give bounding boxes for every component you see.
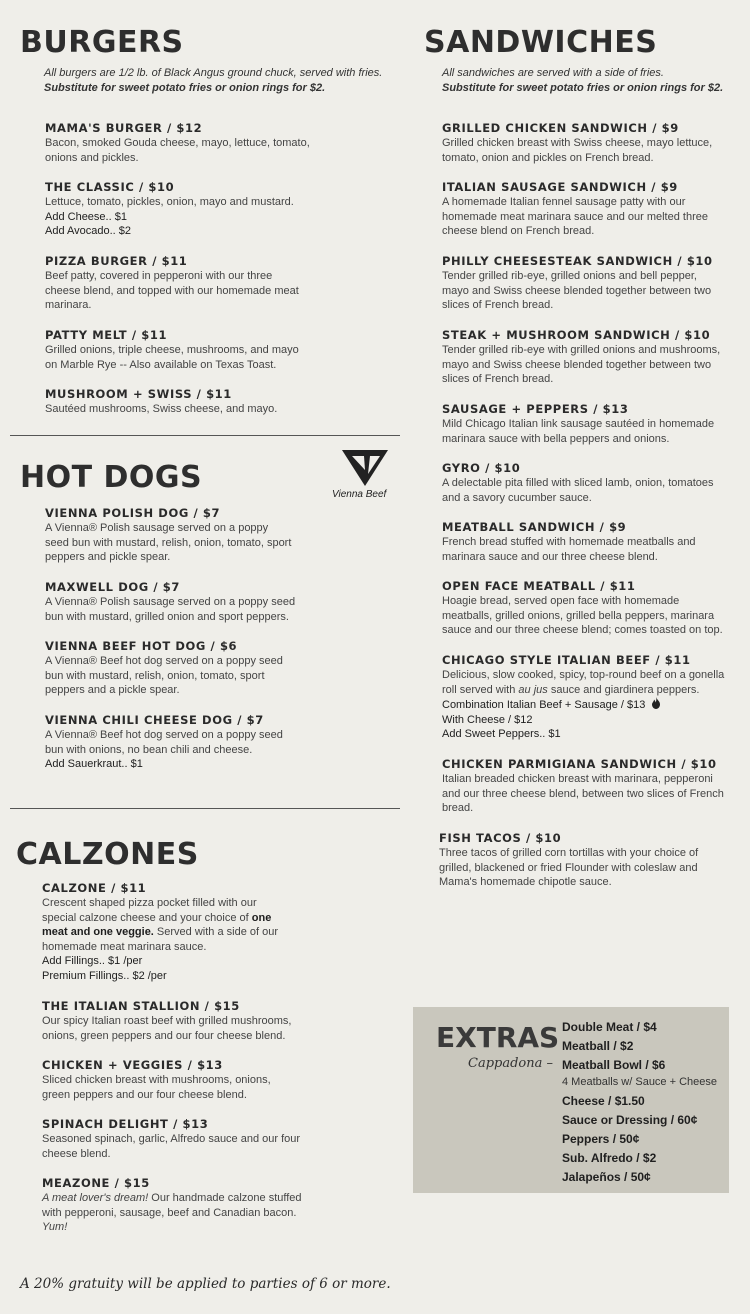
menu-item-chicken-veggies xyxy=(42,1057,332,1102)
menu-item-philly-cheesesteak xyxy=(442,253,732,313)
extras-list xyxy=(562,1018,717,1187)
item-desc-part: Delicious, slow cooked, spicy, top-round beef on a gonella roll served with xyxy=(442,669,725,696)
menu-item-vienna-chili-cheese-dog xyxy=(45,712,335,772)
item-title: PIZZA BURGER / $11 xyxy=(45,254,188,268)
burgers-subtitle-line1: All burgers are 1/2 lb. of Black Angus ground chuck, served with fries. xyxy=(44,67,383,79)
item-title: STEAK + MUSHROOM SANDWICH / $10 xyxy=(442,328,711,342)
vienna-beef-logo-icon xyxy=(330,448,400,488)
item-desc: Hoagie bread, served open face with homemade meatballs, grilled onions, grilled bella peppers, marinara sauce and our three cheese blend; comes toasted on top. xyxy=(442,595,723,637)
extras-item: Meatball / $2 xyxy=(562,1039,634,1053)
item-desc-part: sauce and giardinera peppers. xyxy=(547,683,700,696)
item-title: OPEN FACE MEATBALL / $11 xyxy=(442,579,636,593)
item-desc: Bacon, smoked Gouda cheese, mayo, lettuce, tomato, onions and pickles. xyxy=(45,137,310,164)
extras-item: Double Meat / $4 xyxy=(562,1020,657,1034)
section-divider xyxy=(10,435,400,436)
menu-item-maxwell-dog xyxy=(45,579,335,624)
menu-item-meazone xyxy=(42,1175,332,1235)
menu-item-calzone xyxy=(42,880,332,984)
menu-item-italian-sausage-sandwich xyxy=(442,179,732,239)
item-desc xyxy=(42,1191,322,1235)
item-desc-part: Served with a side of our homemade meat marinara sauce. xyxy=(42,926,278,953)
item-title: CHICAGO STYLE ITALIAN BEEF / $11 xyxy=(442,653,691,667)
menu-item-gyro xyxy=(442,460,732,505)
item-desc-emphasis: au jus xyxy=(518,683,548,696)
menu-item-pizza-burger xyxy=(45,253,335,313)
section-divider xyxy=(10,808,400,809)
item-desc: Three tacos of grilled corn tortillas with your choice of grilled, blackened or fried Flounder with coleslaw and Mama's homemade chipotle sauce. xyxy=(439,847,699,889)
item-desc-emphasis: Yum! xyxy=(42,1221,68,1234)
item-addon: With Cheese / $12 xyxy=(442,713,533,726)
item-desc: A Vienna® Beef hot dog served on a poppy seed bun with onions, no bean chili and cheese. xyxy=(45,729,283,756)
item-addon-text: Combination Italian Beef + Sausage / $13 xyxy=(442,699,646,712)
item-addon: Premium Fillings.. $2 /per xyxy=(42,969,167,982)
item-desc: Seasoned spinach, garlic, Alfredo sauce and our four cheese blend. xyxy=(42,1133,301,1160)
burgers-heading: BURGERS xyxy=(20,25,184,60)
vienna-beef-logo xyxy=(330,448,400,504)
vienna-beef-logo-text: Vienna Beef xyxy=(332,489,387,500)
item-desc-emphasis: one meat and one veggie. xyxy=(42,911,272,939)
item-title: THE ITALIAN STALLION / $15 xyxy=(42,999,240,1013)
menu-item-mamas-burger xyxy=(45,120,335,165)
menu-item-spinach-delight xyxy=(42,1116,332,1161)
item-desc: Grilled chicken breast with Swiss cheese, mayo lettuce, tomato, onion and pickles on French bread. xyxy=(442,137,713,164)
item-title: ITALIAN SAUSAGE SANDWICH / $9 xyxy=(442,180,678,194)
calzones-heading: CALZONES xyxy=(16,837,199,872)
item-title: SPINACH DELIGHT / $13 xyxy=(42,1117,209,1131)
extras-item-note: 4 Meatballs w/ Sauce + Cheese xyxy=(562,1076,718,1088)
item-title: CHICKEN PARMIGIANA SANDWICH / $10 xyxy=(442,757,717,771)
item-desc: Sliced chicken breast with mushrooms, onions, green peppers and our four cheese blend. xyxy=(42,1074,271,1101)
burgers-subtitle xyxy=(44,66,404,96)
item-desc: Grilled onions, triple cheese, mushrooms, and mayo on Marble Rye -- Also available on Texas Toast. xyxy=(45,344,299,371)
item-title: MAMA'S BURGER / $12 xyxy=(45,121,203,135)
menu-item-patty-melt xyxy=(45,327,335,372)
spicy-flame-icon xyxy=(651,697,661,709)
item-title: THE CLASSIC / $10 xyxy=(45,180,175,194)
item-addon xyxy=(442,697,732,713)
sandwiches-subtitle xyxy=(442,66,742,96)
item-title: PATTY MELT / $11 xyxy=(45,328,168,342)
item-desc: Beef patty, covered in pepperoni with our three cheese blend, and topped with our homemade meat marinara. xyxy=(45,270,299,312)
item-title: MEAZONE / $15 xyxy=(42,1176,150,1190)
item-desc: Sautéed mushrooms, Swiss cheese, and mayo. xyxy=(45,403,278,415)
item-desc-part: Our handmade calzone stuffed with pepperoni, sausage, beef and Canadian bacon. xyxy=(42,1192,302,1219)
menu-item-chicken-parmigiana xyxy=(442,756,732,816)
menu-item-vienna-polish-dog xyxy=(45,505,335,565)
item-title: VIENNA CHILI CHEESE DOG / $7 xyxy=(45,713,264,727)
item-title: VIENNA POLISH DOG / $7 xyxy=(45,506,221,520)
burgers-subtitle-line2: Substitute for sweet potato fries or onion rings for $2. xyxy=(44,82,326,94)
menu-item-vienna-beef-hot-dog xyxy=(45,638,335,698)
extras-item: Sub. Alfredo / $2 xyxy=(562,1151,657,1165)
menu-item-mushroom-swiss xyxy=(45,386,335,417)
item-desc: Our spicy Italian roast beef with grilled mushrooms, onions, green peppers and our four cheese blend. xyxy=(42,1015,292,1042)
extras-item: Sauce or Dressing / 60¢ xyxy=(562,1113,698,1127)
item-desc: A Vienna® Beef hot dog served on a poppy seed bun with mustard, relish, onion, tomato, sport peppers and a pickle spear. xyxy=(45,655,283,697)
item-desc: Italian breaded chicken breast with marinara, pepperoni and our three cheese blend, between two slices of French bread. xyxy=(442,773,724,815)
item-desc: A Vienna® Polish sausage served on a poppy seed bun with mustard, relish, onion, tomato, sport peppers and pickle spear. xyxy=(45,522,292,564)
item-desc: Tender grilled rib-eye with grilled onions and mushrooms, mayo and Swiss cheese blended together between two slices of French bread. xyxy=(442,344,721,386)
item-desc: Tender grilled rib-eye, grilled onions and bell pepper, mayo and Swiss cheese blended together between two slices of French bread. xyxy=(442,270,712,312)
menu-item-chicago-italian-beef xyxy=(442,652,732,742)
gratuity-note: A 20% gratuity will be applied to parties of 6 or more. xyxy=(20,1276,391,1292)
item-addon: Add Fillings.. $1 /per xyxy=(42,955,143,968)
item-desc: Lettuce, tomato, pickles, onion, mayo and mustard. xyxy=(45,196,294,208)
extras-item: Peppers / 50¢ xyxy=(562,1132,640,1146)
item-title: GRILLED CHICKEN SANDWICH / $9 xyxy=(442,121,679,135)
item-desc-emphasis: A meat lover's dream! xyxy=(42,1192,149,1204)
item-desc-part: Crescent shaped pizza pocket filled with our special calzone cheese and your choice of xyxy=(42,897,257,924)
item-desc xyxy=(42,896,292,954)
item-title: CALZONE / $11 xyxy=(42,881,147,895)
menu-item-steak-mushroom-sandwich xyxy=(442,327,732,387)
hotdogs-heading: HOT DOGS xyxy=(20,460,203,495)
menu-item-sausage-peppers xyxy=(442,401,732,446)
item-title: PHILLY CHEESESTEAK SANDWICH / $10 xyxy=(442,254,713,268)
item-title: CHICKEN + VEGGIES / $13 xyxy=(42,1058,223,1072)
item-title: MEATBALL SANDWICH / $9 xyxy=(442,520,627,534)
item-title: VIENNA BEEF HOT DOG / $6 xyxy=(45,639,238,653)
item-addon: Add Sweet Peppers.. $1 xyxy=(442,728,561,741)
extras-item: Cheese / $1.50 xyxy=(562,1094,645,1108)
item-title: MAXWELL DOG / $7 xyxy=(45,580,180,594)
item-desc: A homemade Italian fennel sausage patty with our homemade meat marinara sauce and our melted three cheese blend on French bread. xyxy=(442,196,708,238)
menu-item-the-classic xyxy=(45,179,335,239)
sandwiches-subtitle-line1: All sandwiches are served with a side of fries. xyxy=(442,67,664,79)
item-desc xyxy=(442,668,727,697)
extras-item: Jalapeños / 50¢ xyxy=(562,1170,651,1184)
extras-tagline: Cappadona – xyxy=(468,1056,553,1071)
item-addon: Add Avocado.. $2 xyxy=(45,225,132,238)
item-desc: French bread stuffed with homemade meatballs and marinara sauce and our three cheese blend. xyxy=(442,536,696,563)
item-desc: A Vienna® Polish sausage served on a poppy seed bun with mustard, grilled onion and sport peppers. xyxy=(45,596,296,623)
item-title: FISH TACOS / $10 xyxy=(439,831,562,845)
menu-item-meatball-sandwich xyxy=(442,519,732,564)
item-title: SAUSAGE + PEPPERS / $13 xyxy=(442,402,629,416)
menu-item-grilled-chicken-sandwich xyxy=(442,120,732,165)
sandwiches-subtitle-line2: Substitute for sweet potato fries or onion rings for $2. xyxy=(442,82,724,94)
extras-panel xyxy=(413,1007,729,1193)
item-addon: Add Sauerkraut.. $1 xyxy=(45,758,143,771)
item-desc: A delectable pita filled with sliced lamb, onion, tomatoes and a savory cucumber sauce. xyxy=(442,477,714,504)
extras-heading: EXTRAS xyxy=(436,1021,560,1054)
menu-item-italian-stallion xyxy=(42,998,332,1043)
menu-item-open-face-meatball xyxy=(442,578,732,638)
item-title: GYRO / $10 xyxy=(442,461,521,475)
menu-item-fish-tacos xyxy=(439,830,729,890)
extras-item: Meatball Bowl / $6 xyxy=(562,1058,666,1072)
item-desc: Mild Chicago Italian link sausage sautéed in homemade marinara sauce with bella peppers and onions. xyxy=(442,418,715,445)
sandwiches-heading: SANDWICHES xyxy=(424,25,658,60)
item-title: MUSHROOM + SWISS / $11 xyxy=(45,387,232,401)
item-addon: Add Cheese.. $1 xyxy=(45,210,127,223)
